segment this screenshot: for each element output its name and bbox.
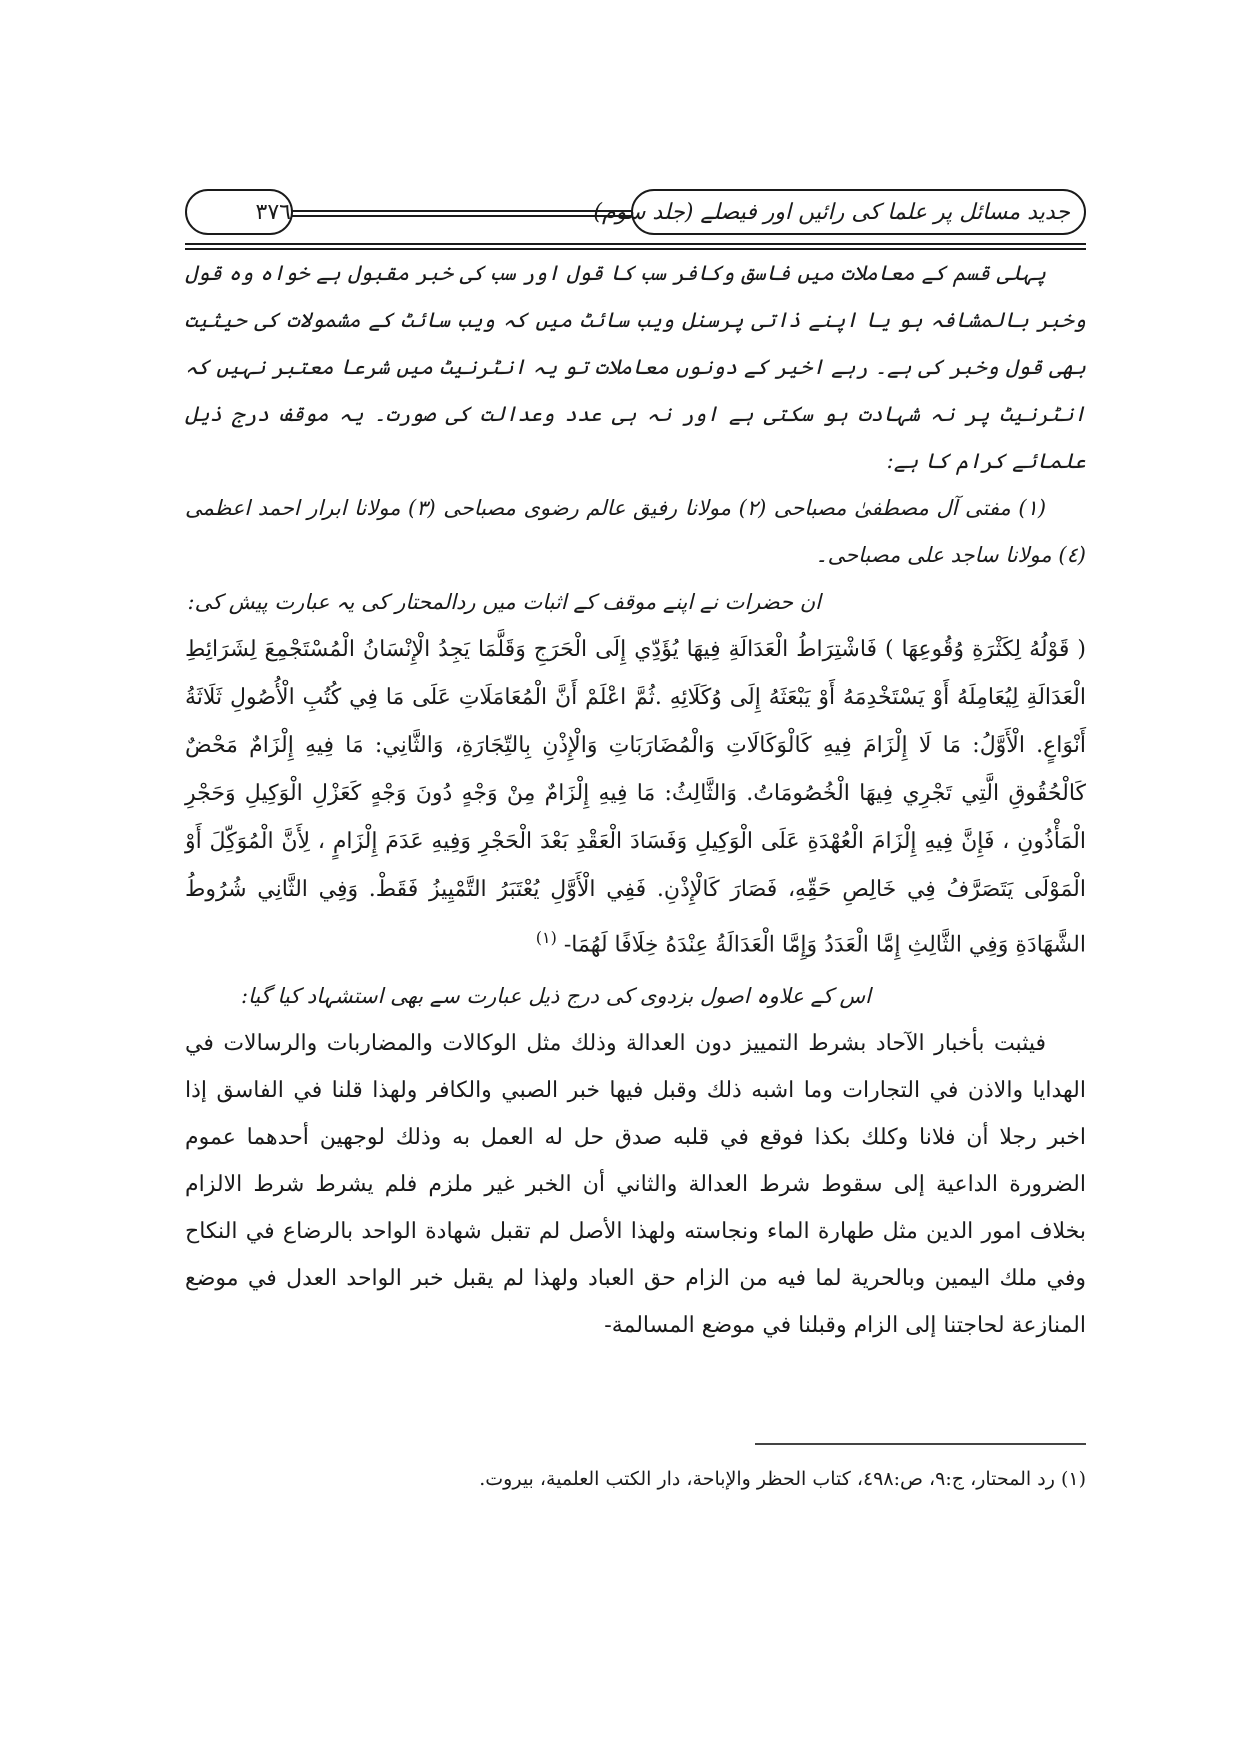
book-title-box [593,189,1086,235]
quote-radd-al-muhtar-text: ( قَوْلُهُ لِكَثْرَةِ وُقُوعِهَا ) فَاشْتِرَاطُ الْعَدَالَةِ فِيهَا يُؤَدِّي إِلَى الْحَرَجِ وَقَلَّمَا يَجِدُ الْإِنْسَانُ الْمُسْتَجْمِعَ لِشَرَائِطِ الْعَدَالَةِ لِيُعَامِلَهُ أَوْ يَسْتَخْدِمَهُ أَوْ يَبْعَثَهُ إِلَى وُكَلَائِهِ .ثُمَّ اعْلَمْ أَنَّ الْمُعَامَلَاتِ عَلَى مَا فِي كُتُبِ الْأُصُولِ ثَلَاثَةُ أَنْوَاعٍ. الْأَوَّلُ: مَا لَا إِلْزَامَ فِيهِ كَالْوَكَالَاتِ وَالْمُضَارَبَاتِ وَالْإِذْنِ بِالتِّجَارَةِ، وَالثَّانِي: مَا فِيهِ إِلْزَامٌ مَحْضٌ كَالْحُقُوقِ الَّتِي تَجْرِي فِيهَا الْخُصُومَاتُ. وَالثَّالِثُ: مَا فِيهِ إِلْزَامٌ مِنْ وَجْهٍ دُونَ وَجْهٍ كَعَزْلِ الْوَكِيلِ وَحَجْرِ الْمَأْذُونِ ، فَإِنَّ فِيهِ إِلْزَامَ الْعُهْدَةِ عَلَى الْوَكِيلِ وَفَسَادَ الْعَقْدِ بَعْدَ الْحَجْرِ وَفِيهِ عَدَمَ إِلْزَامٍ ، لِأَنَّ الْمُوَكِّلَ أَوْ الْمَوْلَى يَتَصَرَّفُ فِي خَالِصِ حَقِّهِ، فَصَارَ كَالْإِذْنِ. فَفِي الْأَوَّلِ يُعْتَبَرُ التَّمْيِيزُ فَقَطْ. وَفِي الثَّانِي شُرُوطُ الشَّهَادَةِ وَفِي الثَّالِثِ إِمَّا الْعَدَدُ وَإِمَّا الْعَدَالَةُ عِنْدَهُ خِلَافًا لَهُمَا- [185,637,1086,958]
footnote-reference-1[interactable]: (١) [535,928,557,947]
page-number-box [185,189,293,235]
book-title: جدید مسائل پر علما کی رائیں اور فیصلے (جلد سوم) [593,199,1070,225]
footnote-marker: (١) [1060,1468,1086,1490]
page-number: ٣٧٦ [255,199,291,225]
paragraph-rulings: پہلی قسم کے معاملات میں فاسق وکافر سب کا قول اور سب کی خبر مقبول ہے خواہ وہ قول وخبر بالمشافہ ہو یا اپنے ذاتی پرسنل ویب سائٹ میں کہ ویب سائٹ کے مشمولات کی حیثیت بھی قول وخبر کی ہے۔ رہے اخیر کے دونوں معاملات تو یہ انٹرنیٹ میں شرعا معتبر نہیں کہ انٹرنیٹ پر نہ شہادت ہو سکتی ہے اور نہ ہی عدد وعدالت کی صورت۔ یہ موقف درج ذیل علمائے کرام کا ہے: [185,261,1086,473]
paragraph-scholars-list: (١) مفتی آل مصطفیٰ مصباحی (٢) مولانا رفیق عالم رضوی مصباحی (٣) مولانا ابرار احمد اعظمی (٤) مولانا ساجد علی مصباحی۔ [185,496,1086,567]
header-connector-rule [292,210,632,217]
header-double-rule [185,243,1086,250]
paragraph-intro-usul-bazdawi: اس کے علاوہ اصول بزدوی کی درج ذیل عبارت سے بھی استشہاد کیا گیا: [240,984,871,1009]
quote-radd-al-muhtar [185,626,1086,969]
running-header [185,189,1086,239]
page-body [185,250,1086,1349]
paragraph-intro-radd-al-muhtar: ان حضرات نے اپنے موقف کے اثبات میں ردالمحتار کی یہ عبارت پیش کی: [187,590,821,614]
footnote-separator [755,1443,1086,1445]
footnote-text: رد المحتار، ج:٩، ص:٤٩٨، كتاب الحظر والإباحة، دار الكتب العلمية، بيروت. [479,1468,1055,1490]
footnote-1 [185,1464,1086,1494]
quote-usul-bazdawi: فيثبت بأخبار الآحاد بشرط التمييز دون العدالة وذلك مثل الوكالات والمضاربات والرسالات في الهدايا والاذن في التجارات وما اشبه ذلك وقبل فيها خبر الصبي والكافر ولهذا قلنا في الفاسق إذا اخبر رجلا أن فلانا وكلك بكذا فوقع في قلبه صدق حل له العمل به وذلك لوجهين أحدهما عموم الضرورة الداعية إلى سقوط شرط العدالة والثاني أن الخبر غير ملزم فلم يشرط شرط الالزام بخلاف امور الدين مثل طهارة الماء ونجاسته ولهذا الأصل لم تقبل شهادة الواحد بالرضاع في النكاح وفي ملك اليمين وبالحرية لما فيه من الزام حق العباد ولهذا لم يقبل خبر الواحد العدل في موضع المنازعة لحاجتنا إلى الزام وقبلنا في موضع المسالمة- [185,1031,1086,1339]
